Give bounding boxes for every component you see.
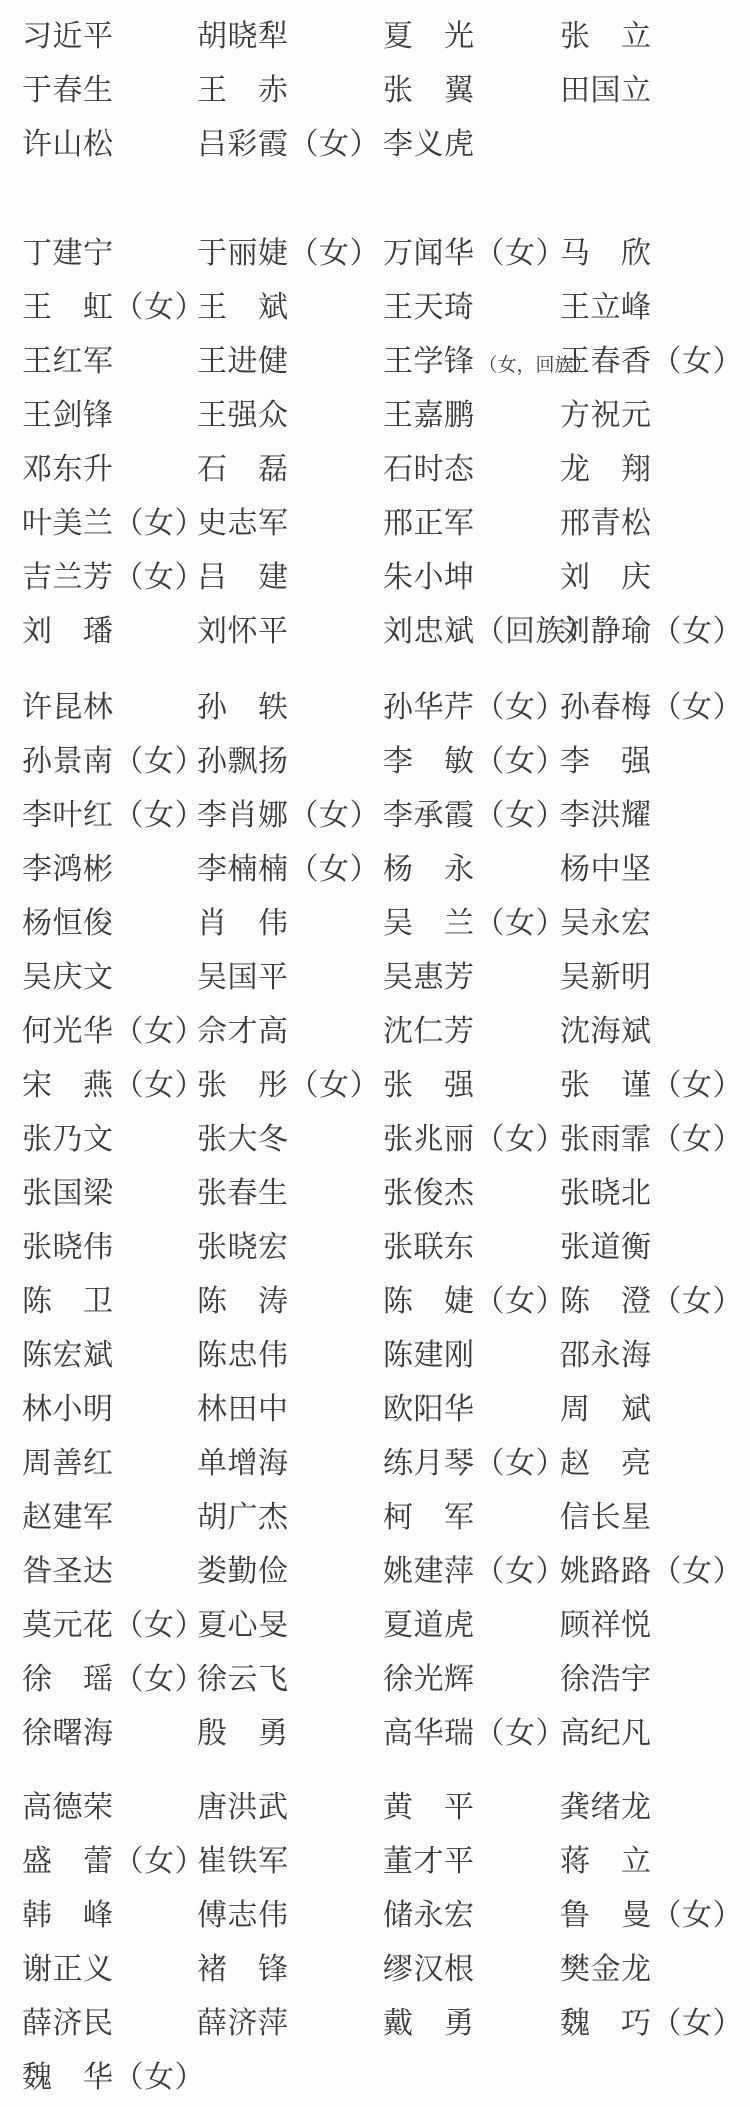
name-cell: 傅志伟	[197, 1899, 289, 1932]
name-cell: 刘怀平	[197, 615, 289, 648]
roster-section-4	[0, 1781, 750, 2105]
roster-row	[0, 1329, 750, 1383]
roster-row	[0, 1005, 750, 1059]
roster-row	[0, 1835, 750, 1889]
name-cell: 李义虎	[383, 128, 475, 161]
name-cell: 张晓北	[560, 1177, 652, 1210]
name-cell: 邢青松	[560, 507, 652, 540]
name-cell: 谢正义	[22, 1953, 114, 1986]
name-cell: 缪汉根	[383, 1953, 475, 1986]
name-cell: 张春生	[197, 1177, 289, 1210]
name-cell: 王 赤	[197, 74, 289, 107]
name-cell: 丁建宁	[22, 237, 114, 270]
name-cell: 张国梁	[22, 1177, 114, 1210]
name-cell: 张雨霏（女）	[560, 1123, 743, 1156]
name-cell: 信长星	[560, 1501, 652, 1534]
name-cell: 许山松	[22, 128, 114, 161]
name-cell: 樊金龙	[560, 1953, 652, 1986]
name-cell: 高德荣	[22, 1791, 114, 1824]
name-cell: 吕彩霞（女）	[197, 128, 380, 161]
roster-row	[0, 1707, 750, 1761]
name-cell: 柯 军	[383, 1501, 475, 1534]
roster-row	[0, 789, 750, 843]
name-cell: 徐 瑶（女）	[22, 1663, 205, 1696]
name-cell: 刘 庆	[560, 561, 652, 594]
name-cell: 董才平	[383, 1845, 475, 1878]
name-cell: 李洪耀	[560, 799, 652, 832]
name-cell: 徐云飞	[197, 1663, 289, 1696]
name-cell: 石 磊	[197, 453, 289, 486]
name-cell: 刘 璠	[22, 615, 114, 648]
name-cell: 王 虹（女）	[22, 291, 205, 324]
name-cell: 吴新明	[560, 961, 652, 994]
name-cell: 王强众	[197, 399, 289, 432]
name-cell: 魏 华（女）	[22, 2061, 205, 2094]
name-cell: 薛济民	[22, 2007, 114, 2040]
name-cell: 李叶红（女）	[22, 799, 205, 832]
name-cell: 盛 蕾（女）	[22, 1845, 205, 1878]
roster-row	[0, 605, 750, 659]
name-cell: 张 彤（女）	[197, 1069, 380, 1102]
name-cell: 徐浩宇	[560, 1663, 652, 1696]
roster-section-1	[0, 10, 750, 172]
roster-row	[0, 681, 750, 735]
name-cell: 叶美兰（女）	[22, 507, 205, 540]
roster-row	[0, 1113, 750, 1167]
name-cell: 夏心旻	[197, 1609, 289, 1642]
name-cell: 唐洪武	[197, 1791, 289, 1824]
roster-row	[0, 389, 750, 443]
name-cell: 于春生	[22, 74, 114, 107]
name-cell: 何光华（女）	[22, 1015, 205, 1048]
roster-row	[0, 551, 750, 605]
roster-row	[0, 281, 750, 335]
roster-row	[0, 1059, 750, 1113]
roster-row	[0, 1275, 750, 1329]
name-cell: 周善红	[22, 1447, 114, 1480]
roster-row	[0, 1943, 750, 1997]
roster-row	[0, 1491, 750, 1545]
roster-row	[0, 1997, 750, 2051]
name-cell: 刘静瑜（女）	[560, 615, 743, 648]
name-cell: 高纪凡	[560, 1717, 652, 1750]
name-cell: 姚路路（女）	[560, 1555, 743, 1588]
name-cell: 陈 涛	[197, 1285, 289, 1318]
name-cell: 马 欣	[560, 237, 652, 270]
roster-row	[0, 735, 750, 789]
name-cell: 戴 勇	[383, 2007, 475, 2040]
name-cell: 王立峰	[560, 291, 652, 324]
name-cell: 赵建军	[22, 1501, 114, 1534]
name-cell: 练月琴（女）	[383, 1447, 566, 1480]
roster-row	[0, 951, 750, 1005]
roster-row	[0, 64, 750, 118]
name-cell: 孙华芹（女）	[383, 691, 566, 724]
roster-row	[0, 118, 750, 172]
name-cell: 田国立	[560, 74, 652, 107]
roster-section-3	[0, 681, 750, 1761]
name-cell: 陈宏斌	[22, 1339, 114, 1372]
name-cell: 高华瑞（女）	[383, 1717, 566, 1750]
name-cell: 李 强	[560, 745, 652, 778]
name-cell: 龚绪龙	[560, 1791, 652, 1824]
name-cell: 吴国平	[197, 961, 289, 994]
name-cell: 鲁 曼（女）	[560, 1899, 743, 1932]
name-cell: 韩 峰	[22, 1899, 114, 1932]
name-cell: 李鸿彬	[22, 853, 114, 886]
name-cell: 吴永宏	[560, 907, 652, 940]
name-cell: 宋 燕（女）	[22, 1069, 205, 1102]
name-cell: 徐光辉	[383, 1663, 475, 1696]
name-cell: 陈忠伟	[197, 1339, 289, 1372]
name-cell: 昝圣达	[22, 1555, 114, 1588]
name-cell: 佘才高	[197, 1015, 289, 1048]
name-cell: 龙 翔	[560, 453, 652, 486]
name-cell: 欧阳华	[383, 1393, 475, 1426]
name-cell: 肖 伟	[197, 907, 289, 940]
name-cell: 李承霞（女）	[383, 799, 566, 832]
name-cell: 吴惠芳	[383, 961, 475, 994]
name-cell: 杨恒俊	[22, 907, 114, 940]
roster-row	[0, 497, 750, 551]
name-cell: 张大冬	[197, 1123, 289, 1156]
name-cell: 胡晓犁	[197, 20, 289, 53]
name-cell: 李肖娜（女）	[197, 799, 380, 832]
name-cell: 胡广杰	[197, 1501, 289, 1534]
name-cell: 娄勤俭	[197, 1555, 289, 1588]
name-cell: 王剑锋	[22, 399, 114, 432]
name-cell: 张乃文	[22, 1123, 114, 1156]
name-cell: 杨中坚	[560, 853, 652, 886]
name-cell: 赵 亮	[560, 1447, 652, 1480]
roster-row	[0, 1653, 750, 1707]
name-cell: 黄 平	[383, 1791, 475, 1824]
name-cell: 张俊杰	[383, 1177, 475, 1210]
name-cell: 吴庆文	[22, 961, 114, 994]
name-cell: 陈 婕（女）	[383, 1285, 566, 1318]
roster-row	[0, 1383, 750, 1437]
name-cell: 孙景南（女）	[22, 745, 205, 778]
roster-section-2	[0, 227, 750, 659]
name-cell: 魏 巧（女）	[560, 2007, 743, 2040]
name-cell: 朱小坤	[383, 561, 475, 594]
roster-row	[0, 10, 750, 64]
name-cell: 薛济萍	[197, 2007, 289, 2040]
name-cell: 李楠楠（女）	[197, 853, 380, 886]
name-cell: 姚建萍（女）	[383, 1555, 566, 1588]
name-cell: 邢正军	[383, 507, 475, 540]
name-cell: 张 强	[383, 1069, 475, 1102]
name-cell: 于丽婕（女）	[197, 237, 380, 270]
name-cell: 张 立	[560, 20, 652, 53]
name-cell: 孙 轶	[197, 691, 289, 724]
name-cell: 王天琦	[383, 291, 475, 324]
roster-row	[0, 335, 750, 389]
roster-row	[0, 1437, 750, 1491]
name-cell: 莫元花（女）	[22, 1609, 205, 1642]
name-cell: 顾祥悦	[560, 1609, 652, 1642]
roster-row	[0, 843, 750, 897]
roster-row	[0, 1781, 750, 1835]
name-cell: 夏道虎	[383, 1609, 475, 1642]
name-cell: 沈海斌	[560, 1015, 652, 1048]
roster-row	[0, 2051, 750, 2105]
person-name: 王学锋	[383, 345, 475, 378]
name-cell: 褚 锋	[197, 1953, 289, 1986]
roster-row	[0, 1889, 750, 1943]
roster-row	[0, 1221, 750, 1275]
name-cell: 吉兰芳（女）	[22, 561, 205, 594]
name-cell: 杨 永	[383, 853, 475, 886]
name-cell: 徐曙海	[22, 1717, 114, 1750]
name-cell: 邓东升	[22, 453, 114, 486]
name-cell: 许昆林	[22, 691, 114, 724]
name-cell: 蒋 立	[560, 1845, 652, 1878]
name-cell: 李 敏（女）	[383, 745, 566, 778]
name-cell: 崔铁军	[197, 1845, 289, 1878]
name-cell: 周 斌	[560, 1393, 652, 1426]
name-cell: 张兆丽（女）	[383, 1123, 566, 1156]
name-cell: 石时态	[383, 453, 475, 486]
name-cell: 万闻华（女）	[383, 237, 566, 270]
name-cell: 吕 建	[197, 561, 289, 594]
name-cell: 张晓伟	[22, 1231, 114, 1264]
name-cell: 张联东	[383, 1231, 475, 1264]
name-cell: 单增海	[197, 1447, 289, 1480]
name-cell: 史志军	[197, 507, 289, 540]
name-cell: 王春香（女）	[560, 345, 743, 378]
name-cell: 王嘉鹏	[383, 399, 475, 432]
roster-row	[0, 443, 750, 497]
roster-row	[0, 1545, 750, 1599]
name-cell: 储永宏	[383, 1899, 475, 1932]
name-cell: 林小明	[22, 1393, 114, 1426]
name-cell: 张晓宏	[197, 1231, 289, 1264]
name-cell: 吴 兰（女）	[383, 907, 566, 940]
name-cell: 林田中	[197, 1393, 289, 1426]
name-cell: 张 翼	[383, 74, 475, 107]
name-cell: 陈 澄（女）	[560, 1285, 743, 1318]
name-cell: 张 谨（女）	[560, 1069, 743, 1102]
name-cell: 邵永海	[560, 1339, 652, 1372]
name-cell: 夏 光	[383, 20, 475, 53]
name-cell: 殷 勇	[197, 1717, 289, 1750]
name-cell: 孙春梅（女）	[560, 691, 743, 724]
name-cell: 习近平	[22, 20, 114, 53]
name-cell: 陈 卫	[22, 1285, 114, 1318]
roster-row	[0, 227, 750, 281]
roster	[0, 10, 750, 2105]
name-cell: 王 斌	[197, 291, 289, 324]
roster-row	[0, 1599, 750, 1653]
roster-row	[0, 1167, 750, 1221]
gender-ethnicity-note: （女，回族）	[478, 355, 593, 376]
name-cell: 沈仁芳	[383, 1015, 475, 1048]
name-cell: 孙飘扬	[197, 745, 289, 778]
name-cell: 陈建刚	[383, 1339, 475, 1372]
name-cell: 王进健	[197, 345, 289, 378]
name-cell: 张道衡	[560, 1231, 652, 1264]
name-cell: 方祝元	[560, 399, 652, 432]
name-cell: 刘忠斌（回族）	[383, 615, 597, 648]
roster-row	[0, 897, 750, 951]
name-cell: 王红军	[22, 345, 114, 378]
